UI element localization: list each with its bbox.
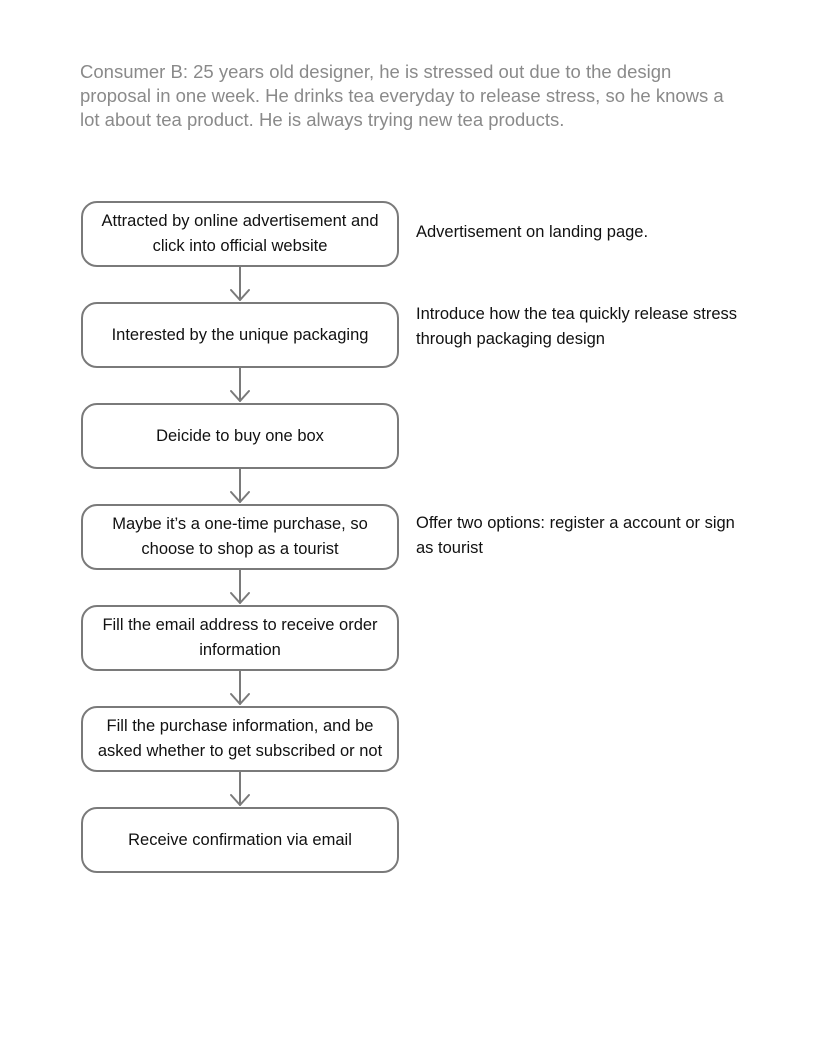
arrow-3-to-4 <box>231 469 249 502</box>
arrow-6-to-7 <box>231 772 249 805</box>
step-note-2: Introduce how the tea quickly release stress through packaging design <box>416 305 738 348</box>
flow-step-1: Attracted by online advertisement and click into official website <box>81 201 399 267</box>
flow-step-2: Interested by the unique packaging <box>81 302 399 368</box>
arrow-2-to-3 <box>231 368 249 401</box>
arrow-5-to-6 <box>231 671 249 704</box>
step-note-4: Offer two options: register a account or sign as tourist <box>416 514 735 557</box>
persona-description: Consumer B: 25 years old designer, he is stressed out due to the design proposal in one week. He drinks tea everyday to release stress, so he knows a lot about tea product. He is always trying new tea products. <box>80 61 724 130</box>
flow-step-7: Receive confirmation via email <box>81 807 399 873</box>
arrow-1-to-2 <box>231 267 249 300</box>
flow-step-5: Fill the email address to receive order information <box>81 605 399 671</box>
step-note-1: Advertisement on landing page. <box>416 223 649 241</box>
flow-step-3: Deicide to buy one box <box>81 403 399 469</box>
arrow-4-to-5 <box>231 570 249 603</box>
flow-step-6: Fill the purchase information, and be asked whether to get subscribed or not <box>81 706 399 772</box>
flow-step-4: Maybe it’s a one-time purchase, so choose to shop as a tourist <box>81 504 399 570</box>
